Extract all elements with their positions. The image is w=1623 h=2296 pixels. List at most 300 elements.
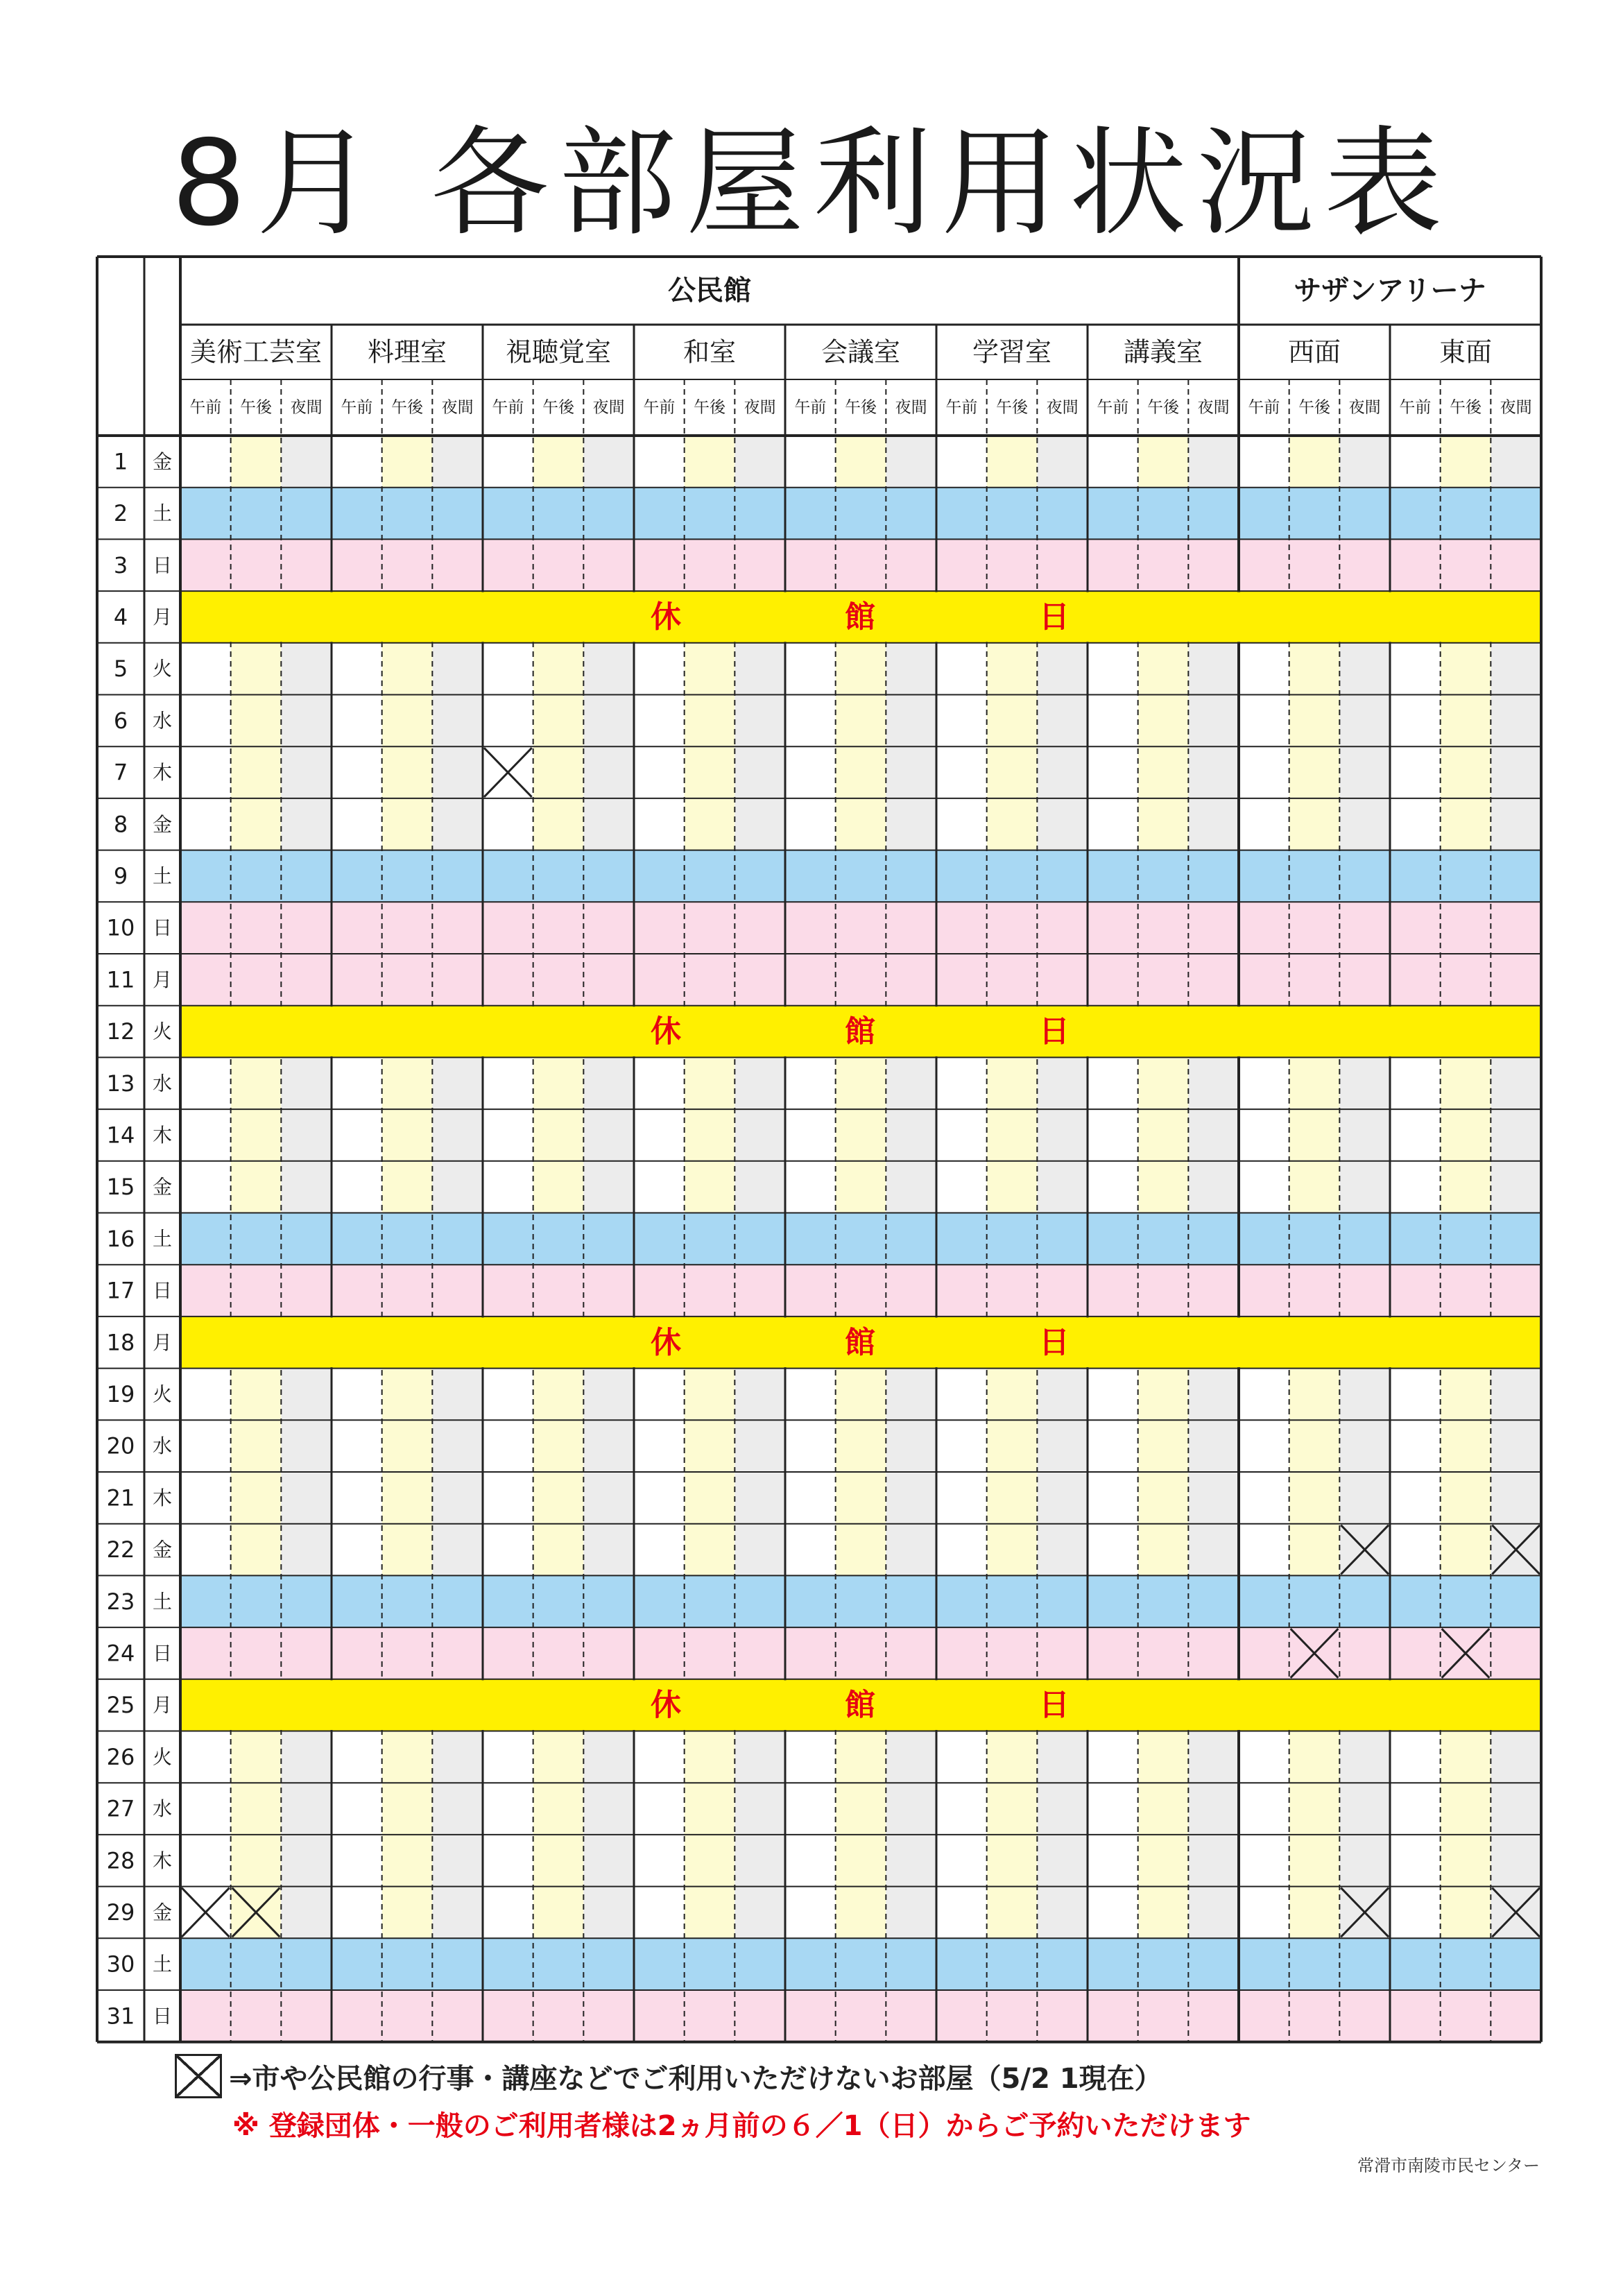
afternoon-cell: [1441, 1835, 1491, 1887]
afternoon-cell: [1289, 436, 1340, 488]
afternoon-cell: [836, 1472, 886, 1524]
afternoon-cell: [987, 1057, 1038, 1109]
day-weekday: 水: [152, 1797, 173, 1821]
afternoon-cell: [231, 1057, 282, 1109]
evening-cell: [886, 1887, 936, 1939]
day-row-bg: [180, 954, 1541, 1006]
day-number: 27: [106, 1795, 135, 1822]
afternoon-cell: [382, 1472, 433, 1524]
day-row-bg: [180, 1627, 1541, 1679]
afternoon-cell: [231, 746, 282, 798]
day-number: 14: [106, 1122, 135, 1149]
evening-cell: [1037, 695, 1088, 747]
afternoon-cell: [1289, 1057, 1340, 1109]
afternoon-cell: [836, 1369, 886, 1421]
afternoon-cell: [1289, 1783, 1340, 1835]
day-number: 2: [113, 500, 128, 527]
evening-cell: [1339, 1472, 1390, 1524]
evening-cell: [886, 1731, 936, 1783]
evening-cell: [583, 1161, 634, 1213]
day-weekday: 日: [152, 554, 173, 577]
evening-cell: [1491, 436, 1541, 488]
afternoon-cell: [987, 1731, 1038, 1783]
day-weekday: 月: [152, 1330, 173, 1354]
slot-header: 午前: [945, 398, 978, 417]
afternoon-cell: [836, 746, 886, 798]
day-weekday: 月: [152, 1693, 173, 1717]
afternoon-cell: [1441, 746, 1491, 798]
evening-cell: [583, 746, 634, 798]
evening-cell: [432, 1161, 483, 1213]
day-number: 5: [113, 656, 128, 683]
evening-cell: [1188, 695, 1239, 747]
afternoon-cell: [685, 1887, 735, 1939]
afternoon-cell: [231, 1783, 282, 1835]
evening-cell: [1188, 1369, 1239, 1421]
day-row-bg: [180, 1265, 1541, 1317]
afternoon-cell: [1289, 1369, 1340, 1421]
evening-cell: [1188, 436, 1239, 488]
evening-cell: [886, 1369, 936, 1421]
afternoon-cell: [533, 1369, 584, 1421]
evening-cell: [1339, 695, 1390, 747]
evening-cell: [1491, 1731, 1541, 1783]
day-weekday: 木: [152, 1123, 173, 1147]
evening-cell: [1491, 1420, 1541, 1472]
day-number: 11: [106, 966, 135, 993]
evening-cell: [886, 1835, 936, 1887]
day-number: 22: [106, 1536, 135, 1563]
afternoon-cell: [382, 695, 433, 747]
evening-cell: [1491, 695, 1541, 747]
afternoon-cell: [1138, 1057, 1189, 1109]
evening-cell: [583, 1420, 634, 1472]
evening-cell: [281, 746, 332, 798]
afternoon-cell: [1441, 643, 1491, 695]
afternoon-cell: [231, 695, 282, 747]
afternoon-cell: [382, 1057, 433, 1109]
closed-day-text: 休: [651, 1687, 681, 1723]
evening-cell: [583, 436, 634, 488]
group-header-kominkan: 公民館: [668, 275, 751, 307]
afternoon-cell: [836, 436, 886, 488]
evening-cell: [281, 695, 332, 747]
afternoon-cell: [685, 798, 735, 850]
afternoon-cell: [1289, 1524, 1340, 1576]
evening-cell: [1037, 1783, 1088, 1835]
afternoon-cell: [836, 1161, 886, 1213]
slot-header: 午前: [643, 398, 676, 417]
day-weekday: 木: [152, 761, 173, 785]
evening-cell: [281, 1731, 332, 1783]
day-number: 17: [106, 1277, 135, 1304]
evening-cell: [281, 1472, 332, 1524]
slot-header: 夜間: [744, 398, 776, 417]
afternoon-cell: [382, 1109, 433, 1161]
afternoon-cell: [231, 1161, 282, 1213]
day-number: 23: [106, 1588, 135, 1615]
evening-cell: [1188, 798, 1239, 850]
afternoon-cell: [1138, 1369, 1189, 1421]
day-weekday: 土: [152, 864, 173, 888]
day-weekday: 土: [152, 1590, 173, 1613]
day-row-bg: [180, 1990, 1541, 2042]
evening-cell: [1339, 643, 1390, 695]
room-header: 東面: [1439, 336, 1493, 368]
afternoon-cell: [382, 1731, 433, 1783]
afternoon-cell: [987, 746, 1038, 798]
room-header: 料理室: [367, 336, 447, 368]
afternoon-cell: [1138, 695, 1189, 747]
evening-cell: [1188, 1161, 1239, 1213]
afternoon-cell: [1138, 798, 1189, 850]
slot-header: 午後: [1298, 398, 1330, 417]
evening-cell: [886, 436, 936, 488]
evening-cell: [735, 1835, 785, 1887]
day-row-bg: [180, 539, 1541, 591]
afternoon-cell: [1441, 1057, 1491, 1109]
unavailable-mark-sample: [175, 2054, 222, 2098]
room-header: 視聴覚室: [505, 336, 612, 368]
day-weekday: 金: [152, 1901, 173, 1924]
day-weekday: 土: [152, 1953, 173, 1976]
afternoon-cell: [533, 1835, 584, 1887]
afternoon-cell: [836, 1731, 886, 1783]
day-number: 1: [113, 448, 128, 475]
slot-header: 夜間: [1348, 398, 1381, 417]
day-weekday: 金: [152, 1175, 173, 1199]
evening-cell: [735, 1369, 785, 1421]
day-number: 16: [106, 1225, 135, 1252]
afternoon-cell: [987, 1472, 1038, 1524]
legend: [175, 2052, 1162, 2100]
evening-cell: [583, 1887, 634, 1939]
room-header: 学習室: [972, 336, 1052, 368]
afternoon-cell: [1138, 643, 1189, 695]
afternoon-cell: [987, 1109, 1038, 1161]
slot-header: 夜間: [592, 398, 625, 417]
evening-cell: [281, 1109, 332, 1161]
evening-cell: [735, 1887, 785, 1939]
afternoon-cell: [533, 1420, 584, 1472]
slot-header: 午後: [1147, 398, 1179, 417]
day-weekday: 木: [152, 1849, 173, 1872]
slot-header: 午後: [694, 398, 725, 417]
afternoon-cell: [1138, 746, 1189, 798]
evening-cell: [432, 798, 483, 850]
evening-cell: [432, 1731, 483, 1783]
day-number: 7: [113, 759, 128, 786]
evening-cell: [281, 1057, 332, 1109]
evening-cell: [432, 695, 483, 747]
afternoon-cell: [533, 746, 584, 798]
evening-cell: [583, 1524, 634, 1576]
evening-cell: [1339, 1783, 1390, 1835]
day-number: 3: [113, 551, 128, 579]
evening-cell: [1188, 1731, 1239, 1783]
evening-cell: [583, 643, 634, 695]
afternoon-cell: [1289, 1420, 1340, 1472]
afternoon-cell: [685, 1161, 735, 1213]
evening-cell: [432, 1887, 483, 1939]
day-number: 28: [106, 1847, 135, 1874]
evening-cell: [1491, 1369, 1541, 1421]
evening-cell: [735, 695, 785, 747]
evening-cell: [432, 1472, 483, 1524]
evening-cell: [1037, 436, 1088, 488]
day-weekday: 火: [152, 1382, 173, 1406]
afternoon-cell: [231, 436, 282, 488]
legend-text: ⇒市や公民館の行事・講座などでご利用いただけないお部屋（5/2 1現在）: [229, 2062, 1162, 2095]
closed-day-text: 日: [1039, 1324, 1070, 1360]
evening-cell: [735, 1109, 785, 1161]
evening-cell: [1188, 643, 1239, 695]
evening-cell: [1037, 746, 1088, 798]
evening-cell: [1491, 643, 1541, 695]
afternoon-cell: [1441, 695, 1491, 747]
evening-cell: [1339, 1835, 1390, 1887]
closed-day-text: 館: [845, 599, 875, 635]
room-header: 美術工芸室: [189, 336, 323, 368]
afternoon-cell: [533, 1887, 584, 1939]
afternoon-cell: [836, 643, 886, 695]
afternoon-cell: [685, 1524, 735, 1576]
afternoon-cell: [533, 436, 584, 488]
afternoon-cell: [382, 1835, 433, 1887]
evening-cell: [281, 1887, 332, 1939]
evening-cell: [583, 798, 634, 850]
afternoon-cell: [231, 1472, 282, 1524]
evening-cell: [1491, 746, 1541, 798]
evening-cell: [735, 436, 785, 488]
closed-day-text: 休: [651, 1013, 681, 1050]
evening-cell: [432, 1369, 483, 1421]
afternoon-cell: [685, 1109, 735, 1161]
afternoon-cell: [685, 436, 735, 488]
slot-header: 午後: [996, 398, 1028, 417]
afternoon-cell: [382, 1887, 433, 1939]
day-number: 31: [106, 2003, 135, 2030]
evening-cell: [1188, 746, 1239, 798]
day-number: 29: [106, 1899, 135, 1926]
evening-cell: [1037, 643, 1088, 695]
evening-cell: [886, 1109, 936, 1161]
evening-cell: [1037, 798, 1088, 850]
evening-cell: [281, 1835, 332, 1887]
afternoon-cell: [685, 643, 735, 695]
afternoon-cell: [987, 1420, 1038, 1472]
evening-cell: [735, 1057, 785, 1109]
room-header: 会議室: [821, 336, 901, 368]
afternoon-cell: [1441, 1524, 1491, 1576]
afternoon-cell: [836, 695, 886, 747]
afternoon-cell: [987, 695, 1038, 747]
slot-header: 午前: [1399, 398, 1432, 417]
evening-cell: [886, 746, 936, 798]
afternoon-cell: [231, 1109, 282, 1161]
afternoon-cell: [1289, 643, 1340, 695]
day-weekday: 日: [152, 1279, 173, 1303]
afternoon-cell: [987, 1369, 1038, 1421]
evening-cell: [583, 695, 634, 747]
afternoon-cell: [1138, 1887, 1189, 1939]
afternoon-cell: [1441, 1161, 1491, 1213]
evening-cell: [1491, 1835, 1541, 1887]
closed-day-text: 館: [845, 1013, 875, 1050]
afternoon-cell: [1441, 1783, 1491, 1835]
evening-cell: [583, 1783, 634, 1835]
evening-cell: [281, 1420, 332, 1472]
afternoon-cell: [231, 1420, 282, 1472]
afternoon-cell: [1289, 1109, 1340, 1161]
afternoon-cell: [231, 1835, 282, 1887]
afternoon-cell: [836, 1524, 886, 1576]
afternoon-cell: [231, 1731, 282, 1783]
evening-cell: [1491, 798, 1541, 850]
afternoon-cell: [1138, 1472, 1189, 1524]
afternoon-cell: [836, 1887, 886, 1939]
day-weekday: 土: [152, 502, 173, 525]
afternoon-cell: [231, 1524, 282, 1576]
afternoon-cell: [685, 1835, 735, 1887]
evening-cell: [583, 1057, 634, 1109]
evening-cell: [735, 1731, 785, 1783]
evening-cell: [886, 643, 936, 695]
evening-cell: [281, 1783, 332, 1835]
afternoon-cell: [382, 1369, 433, 1421]
afternoon-cell: [1441, 1109, 1491, 1161]
day-row-bg: [180, 1575, 1541, 1627]
footer-organization: 常滑市南陵市民センター: [1357, 2156, 1540, 2175]
afternoon-cell: [382, 798, 433, 850]
afternoon-cell: [382, 643, 433, 695]
page-title: 8月 各部屋利用状況表: [171, 115, 1452, 252]
evening-cell: [281, 1369, 332, 1421]
slot-header: 夜間: [1197, 398, 1230, 417]
afternoon-cell: [1441, 436, 1491, 488]
slot-header: 午後: [1450, 398, 1482, 417]
afternoon-cell: [685, 1472, 735, 1524]
day-row-bg: [180, 488, 1541, 540]
evening-cell: [583, 1472, 634, 1524]
evening-cell: [735, 643, 785, 695]
evening-cell: [432, 1524, 483, 1576]
afternoon-cell: [382, 1524, 433, 1576]
evening-cell: [1188, 1057, 1239, 1109]
day-weekday: 金: [152, 1538, 173, 1561]
evening-cell: [1339, 1161, 1390, 1213]
afternoon-cell: [685, 695, 735, 747]
day-weekday: 金: [152, 812, 173, 836]
day-weekday: 金: [152, 449, 173, 473]
evening-cell: [583, 1109, 634, 1161]
slot-header: 午前: [341, 398, 373, 417]
closed-day-text: 日: [1039, 1013, 1070, 1050]
afternoon-cell: [533, 1472, 584, 1524]
evening-cell: [1339, 798, 1390, 850]
afternoon-cell: [1138, 1109, 1189, 1161]
day-weekday: 日: [152, 916, 173, 940]
evening-cell: [432, 1057, 483, 1109]
closed-day-text: 休: [651, 599, 681, 635]
afternoon-cell: [1441, 1887, 1491, 1939]
evening-cell: [886, 695, 936, 747]
afternoon-cell: [533, 1731, 584, 1783]
evening-cell: [1037, 1420, 1088, 1472]
evening-cell: [1339, 746, 1390, 798]
afternoon-cell: [1138, 1161, 1189, 1213]
afternoon-cell: [533, 798, 584, 850]
room-header: 西面: [1287, 336, 1341, 368]
evening-cell: [432, 1420, 483, 1472]
day-number: 9: [113, 862, 128, 889]
day-number: 30: [106, 1951, 135, 1978]
day-weekday: 火: [152, 1020, 173, 1043]
evening-cell: [281, 798, 332, 850]
afternoon-cell: [382, 1783, 433, 1835]
afternoon-cell: [987, 643, 1038, 695]
afternoon-cell: [1289, 695, 1340, 747]
evening-cell: [432, 746, 483, 798]
afternoon-cell: [1441, 1731, 1491, 1783]
day-number: 26: [106, 1743, 135, 1770]
evening-cell: [735, 1472, 785, 1524]
day-number: 6: [113, 707, 128, 734]
day-row-bg: [180, 1213, 1541, 1265]
afternoon-cell: [836, 1057, 886, 1109]
evening-cell: [735, 746, 785, 798]
slot-header: 午前: [1248, 398, 1280, 417]
day-number: 8: [113, 811, 128, 838]
day-number: 21: [106, 1484, 135, 1511]
afternoon-cell: [836, 1835, 886, 1887]
afternoon-cell: [533, 1057, 584, 1109]
evening-cell: [1037, 1109, 1088, 1161]
day-number: 24: [106, 1640, 135, 1667]
afternoon-cell: [1138, 1524, 1189, 1576]
closed-day-text: 休: [651, 1324, 681, 1360]
slot-header: 夜間: [895, 398, 927, 417]
day-number: 10: [106, 914, 135, 941]
evening-cell: [735, 1524, 785, 1576]
afternoon-cell: [533, 1783, 584, 1835]
day-weekday: 水: [152, 709, 173, 733]
day-weekday: 火: [152, 1745, 173, 1769]
afternoon-cell: [1441, 798, 1491, 850]
evening-cell: [1339, 1369, 1390, 1421]
afternoon-cell: [685, 1369, 735, 1421]
day-weekday: 日: [152, 1641, 173, 1665]
afternoon-cell: [1138, 1731, 1189, 1783]
afternoon-cell: [1138, 436, 1189, 488]
closed-day-text: 日: [1039, 1687, 1070, 1723]
afternoon-cell: [231, 1369, 282, 1421]
day-number: 13: [106, 1070, 135, 1097]
evening-cell: [1037, 1524, 1088, 1576]
evening-cell: [1037, 1472, 1088, 1524]
day-number: 19: [106, 1380, 135, 1407]
afternoon-cell: [533, 1524, 584, 1576]
evening-cell: [886, 798, 936, 850]
evening-cell: [735, 798, 785, 850]
evening-cell: [1339, 1731, 1390, 1783]
slot-header: 夜間: [441, 398, 474, 417]
slot-header: 夜間: [1500, 398, 1532, 417]
afternoon-cell: [1289, 1161, 1340, 1213]
evening-cell: [1339, 1109, 1390, 1161]
slot-header: 午後: [391, 398, 423, 417]
afternoon-cell: [836, 1420, 886, 1472]
